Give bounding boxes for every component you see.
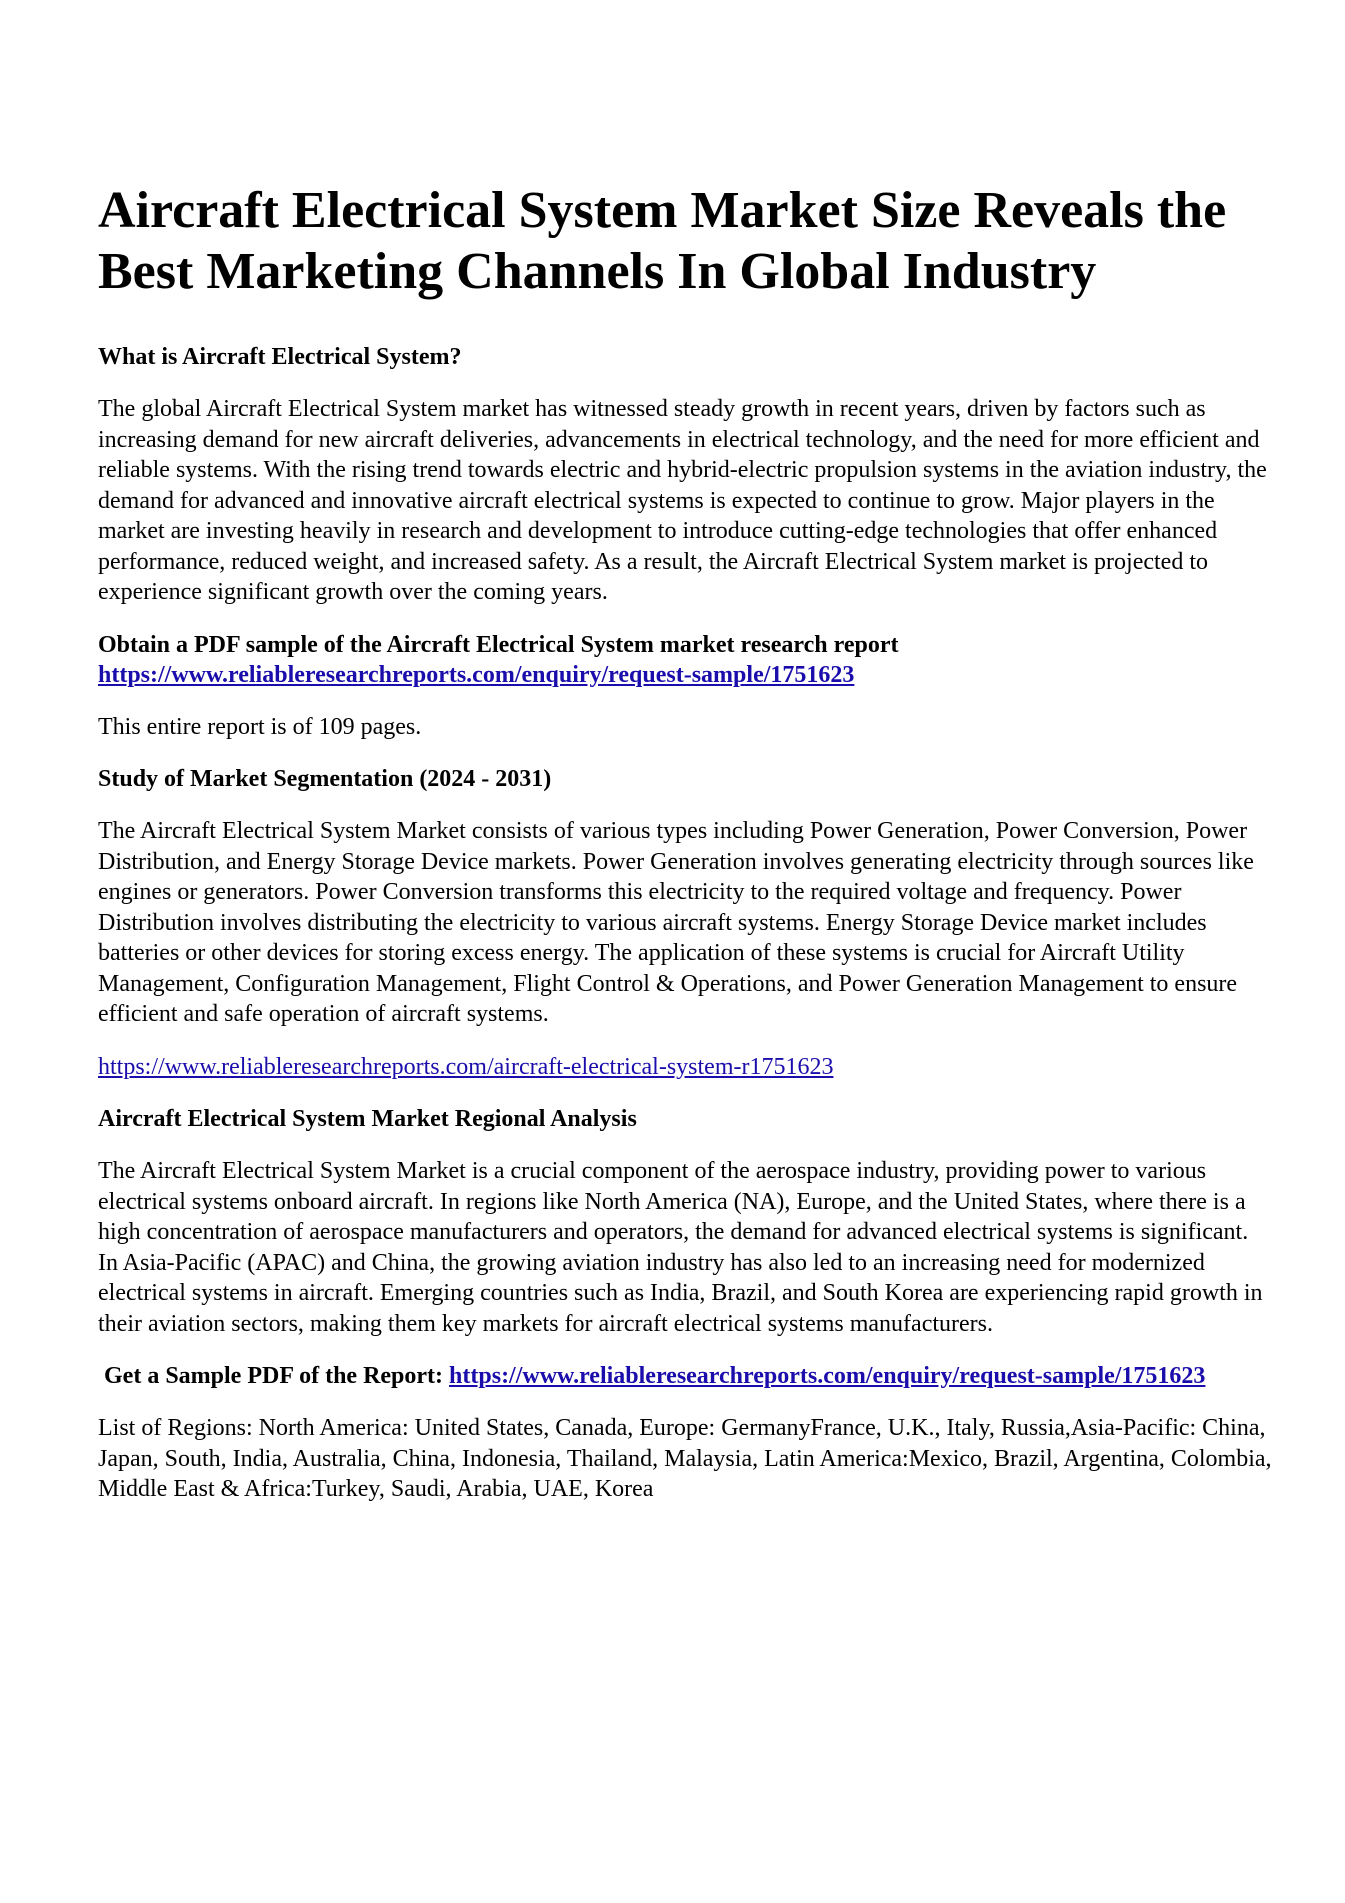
sample-request-text: Obtain a PDF sample of the Aircraft Electrical System market research report [98,631,899,658]
report-link-paragraph [98,1052,1273,1083]
sample-pdf-link[interactable]: https://www.reliableresearchreports.com/enquiry/request-sample/1751623 [449,1363,1206,1389]
sample-request-link[interactable]: https://www.reliableresearchreports.com/enquiry/request-sample/1751623 [98,661,855,688]
page-title: Aircraft Electrical System Market Size Reveals the Best Marketing Channels In Global Industry [98,182,1227,300]
document-page [98,180,1273,1527]
sample-pdf-text: Get a Sample PDF of the Report: [104,1363,444,1389]
sample-pdf-cta [98,1361,1273,1391]
section-body-segmentation: The Aircraft Electrical System Market consists of various types including Power Generation, Power Conversion, Power Distribution, and Energy Storage Device markets. Power Generation involves generating electricity through sources like engines or generators. Power Conversion transforms this electricity to the required voltage and frequency. Power Distribution involves distributing the electricity to various aircraft systems. Energy Storage Device market includes batteries or other devices for storing excess energy. The application of these systems is crucial for Aircraft Utility Management, Configuration Management, Flight Control & Operations, and Power Generation Management to ensure efficient and safe operation of aircraft systems. [98,818,1254,1027]
pages-note: This entire report is of 109 pages. [98,713,422,740]
section-body-overview: The global Aircraft Electrical System market has witnessed steady growth in recent years, driven by factors such as increasing demand for new aircraft deliveries, advancements in electrical technology, and the need for more efficient and reliable systems. With the rising trend towards electric and hybrid-electric propulsion systems in the aviation industry, the demand for advanced and innovative aircraft electrical systems is expected to continue to grow. Major players in the market are investing heavily in research and development to introduce cutting-edge technologies that offer enhanced performance, reduced weight, and increased safety. As a result, the Aircraft Electrical System market is projected to experience significant growth over the coming years. [98,396,1267,605]
sample-request-cta [98,630,1273,690]
report-link[interactable]: https://www.reliableresearchreports.com/aircraft-electrical-system-r1751623 [98,1053,834,1080]
section-heading-segmentation: Study of Market Segmentation (2024 - 2031) [98,766,552,792]
section-body-regional: The Aircraft Electrical System Market is a crucial component of the aerospace industry, providing power to various electrical systems onboard aircraft. In regions like North America (NA), Europe, and the United States, where there is a high concentration of aerospace manufacturers and operators, the demand for advanced electrical systems is significant. In Asia-Pacific (APAC) and China, the growing aviation industry has also led to an increasing need for modernized electrical systems in aircraft. Emerging countries such as India, Brazil, and South Korea are experiencing rapid growth in their aviation sectors, making them key markets for aircraft electrical systems manufacturers. [98,1158,1263,1337]
section-heading-what-is: What is Aircraft Electrical System? [98,344,462,370]
section-heading-regional: Aircraft Electrical System Market Regional Analysis [98,1106,637,1132]
regions-list: List of Regions: North America: United States, Canada, Europe: GermanyFrance, U.K., Italy, Russia,Asia-Pacific: China, Japan, South, India, Australia, China, Indonesia, Thailand, Malaysia, Latin America:Mexico, Brazil, Argentina, Colombia, Middle East & Africa:Turkey, Saudi, Arabia, UAE, Korea [98,1415,1272,1502]
